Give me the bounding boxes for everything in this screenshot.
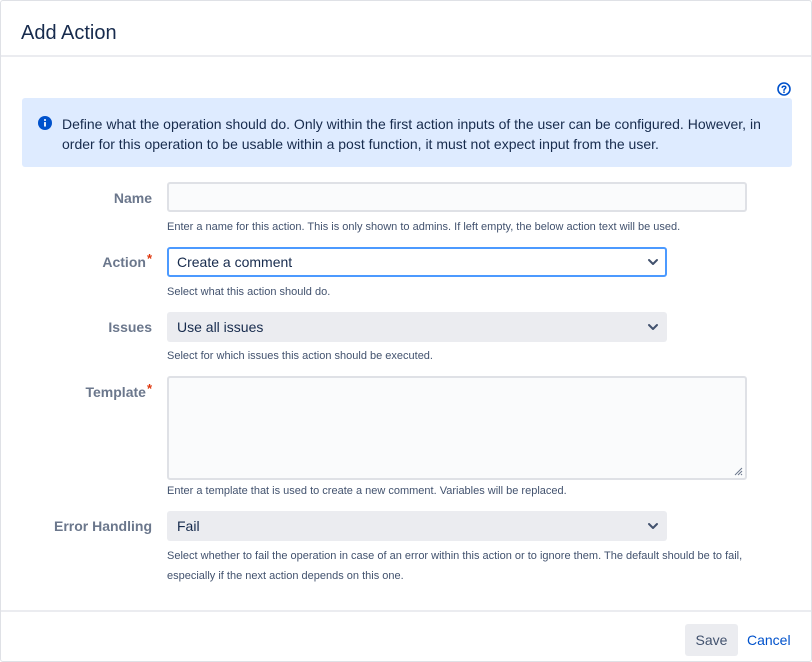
required-marker: * [146,381,152,396]
chevron-down-icon [647,321,659,333]
action-help: Select what this action should do. [167,286,331,298]
cancel-button[interactable]: Cancel [743,624,795,656]
info-icon [38,116,52,130]
issues-label: Issues [108,319,152,335]
dialog-header [1,1,811,57]
dialog-title: Add Action [21,22,117,44]
info-text: Define what the operation should do. Only within the first action inputs of the user can be configured. However, in order for this operation to be usable within a post function, it must not expect input from the user. [62,116,761,152]
error-handling-label: Error Handling [53,518,152,534]
issues-select[interactable] [167,312,667,342]
issues-help: Select for which issues this action should be executed. [167,350,433,362]
error-handling-help-line2: especially if the next action depends on this one. [167,570,404,582]
info-message [22,98,792,167]
issues-selected-value: Use all issues [177,319,264,335]
action-label: Action* [102,251,152,270]
action-selected-value: Create a comment [177,254,293,270]
template-label: Template* [85,381,152,400]
help-icon[interactable] [777,82,791,96]
save-button[interactable]: Save [685,624,738,656]
template-textarea[interactable] [167,376,747,480]
error-handling-help-line1: Select whether to fail the operation in case of an error within this action or to ignore them. The default should be to fail, [167,550,743,562]
required-marker: * [146,251,152,266]
chevron-down-icon [647,520,659,532]
name-help: Enter a name for this action. This is only shown to admins. If left empty, the below action text will be used. [167,221,681,233]
name-label: Name [113,190,152,206]
resize-grip-icon[interactable] [733,466,743,476]
error-handling-selected-value: Fail [177,518,200,534]
action-select[interactable] [167,247,667,277]
error-handling-select[interactable] [167,511,667,541]
name-input[interactable] [167,182,747,212]
dialog-footer [1,610,811,662]
chevron-down-icon [647,256,659,268]
template-help: Enter a template that is used to create a new comment. Variables will be replaced. [167,485,567,497]
